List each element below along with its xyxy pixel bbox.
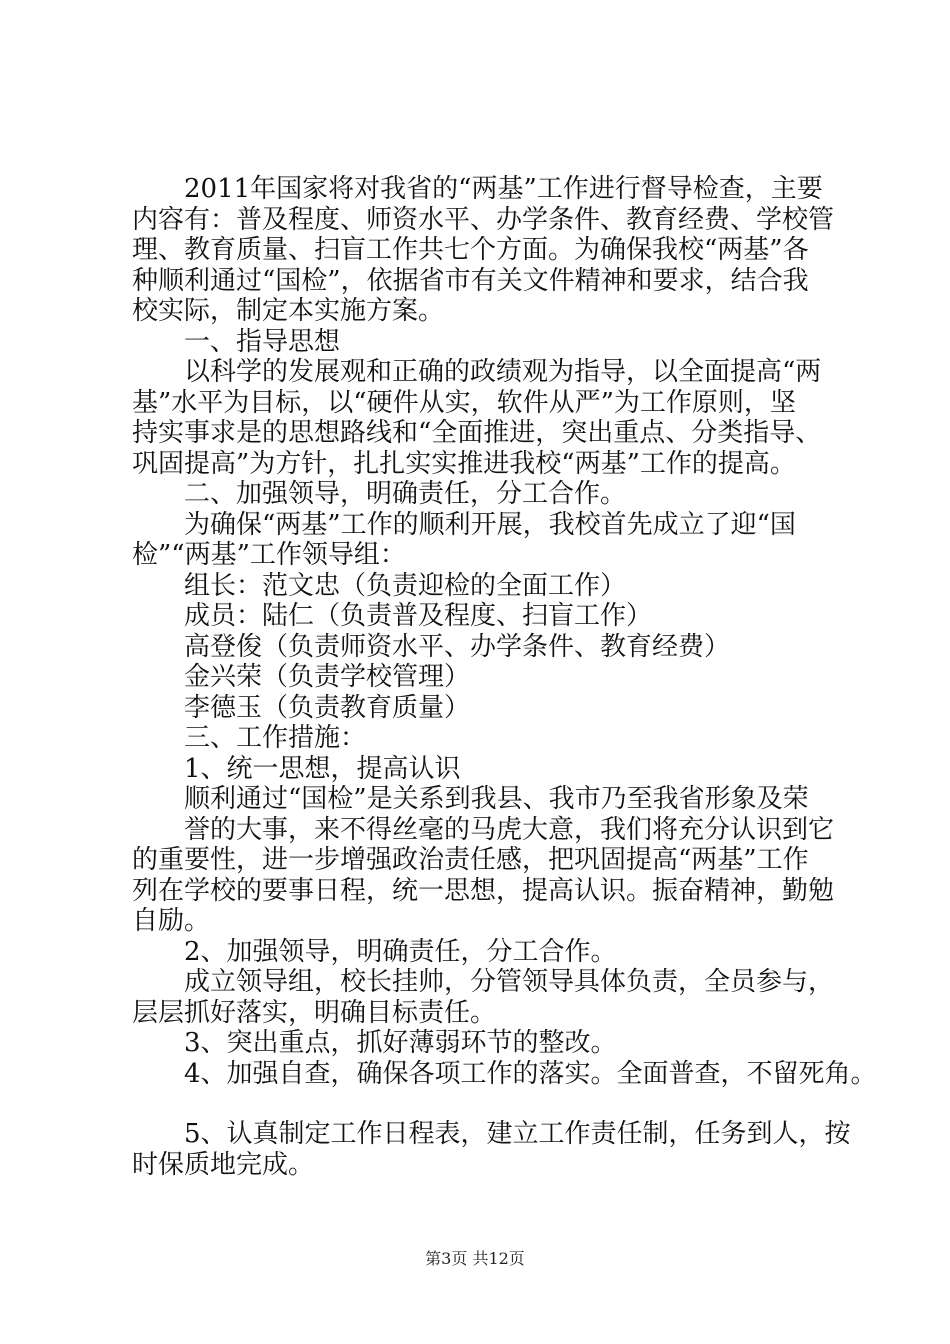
subsection-heading: 5、认真制定工作日程表，建立工作责任制，任务到人，按 [184, 1119, 851, 1149]
paragraph-line: 时保质地完成。 [132, 1149, 315, 1180]
paragraph-line: 2011年国家将对我省的“两基”工作进行督导检查，主要 [184, 174, 823, 204]
document-body [132, 174, 877, 1180]
member-line: 组长：范文忠（负责迎检的全面工作） [184, 570, 627, 601]
section-heading: 三、工作措施： [184, 723, 367, 753]
paragraph-line: 誉的大事，来不得丝毫的马虎大意，我们将充分认识到它 [184, 814, 835, 845]
paragraph-line: 的重要性，进一步增强政治责任感，把巩固提高“两基”工作 [132, 845, 809, 875]
paragraph-line: 层层抓好落实，明确目标责任。 [132, 997, 497, 1028]
page-number-footer: 第3页 共12页 [425, 1249, 525, 1268]
paragraph-line: 种顺利通过“国检”，依据省市有关文件精神和要求，结合我 [132, 265, 809, 296]
member-line: 成员：陆仁（负责普及程度、扫盲工作） [184, 601, 653, 631]
paragraph-line: 自励。 [132, 906, 211, 936]
paragraph-line: 以科学的发展观和正确的政绩观为指导，以全面提高“两 [184, 357, 822, 387]
subsection-heading: 1、统一思想，提高认识 [184, 753, 461, 784]
paragraph-line: 为确保“两基”工作的顺利开展，我校首先成立了迎“国 [184, 509, 796, 540]
subsection-heading: 4、加强自查，确保各项工作的落实。全面普查，不留死角。 [184, 1058, 877, 1089]
paragraph-line: 顺利通过“国检”是关系到我县、我市乃至我省形象及荣 [184, 784, 809, 814]
paragraph-line: 持实事求是的思想路线和“全面推进，突出重点、分类指导、 [132, 418, 822, 448]
paragraph-line: 成立领导组，校长挂帅，分管领导具体负责，全员参与， [184, 967, 835, 997]
paragraph-line: 校实际，制定本实施方案。 [132, 296, 445, 326]
subsection-heading: 2、加强领导，明确责任，分工合作。 [184, 936, 617, 967]
section-heading: 二、加强领导，明确责任，分工合作。 [184, 479, 627, 509]
paragraph-line: 基”水平为目标，以“硬件从实，软件从严”为工作原则，坚 [132, 387, 796, 418]
member-line: 金兴荣（负责学校管理） [184, 662, 471, 692]
member-line: 李德玉（负责教育质量） [184, 692, 471, 723]
subsection-heading: 3、突出重点，抓好薄弱环节的整改。 [184, 1028, 617, 1058]
paragraph-line: 列在学校的要事日程，统一思想，提高认识。振奋精神，勤勉 [132, 875, 835, 906]
blank-line [132, 1089, 852, 1119]
paragraph-line: 巩固提高”为方针，扎扎实实推进我校“两基”工作的提高。 [132, 448, 796, 479]
member-line: 高登俊（负责师资水平、办学条件、教育经费） [184, 631, 731, 662]
paragraph-line: 检”“两基”工作领导组： [132, 540, 406, 570]
paragraph-line: 内容有：普及程度、师资水平、办学条件、教育经费、学校管 [132, 204, 835, 235]
paragraph-line: 理、教育质量、扫盲工作共七个方面。为确保我校“两基”各 [132, 235, 809, 265]
section-heading: 一、指导思想 [184, 326, 341, 357]
